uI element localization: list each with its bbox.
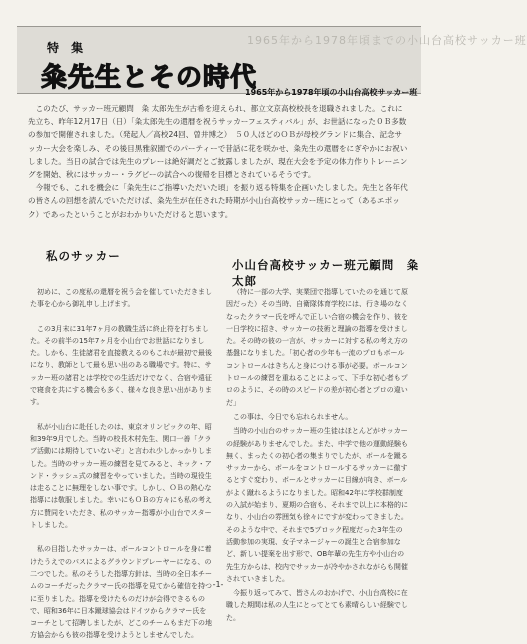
left-column-heading: 私のサッカー (46, 249, 121, 263)
left-column (30, 286, 212, 644)
page-number: -1- (212, 580, 224, 589)
body-paragraph: 私の目指したサッカーは、ボールコントロールを身に着けたうえでのパスによるグラウンドプレーヤーになる、の二つでした。私のそうした指導方針は、当時の全日本チームのコーチだったクラマー氏の指導を見てから確信を持つに至りました。指導を受けたものだけが会得できるもので、昭和36年に日本蹴球協会はドイツからクラマー氏をコーチとして招聘しましたが、どこのチームもまだ下の地方協会からも彼の指導を受けようとしませんでした。 (30, 545, 212, 640)
body-paragraph: 私が小山台に赴任したのは、東京オリンピックの年、昭和39年9月でした。当時の校長木村先生、関口一善「クラブ活動には期待していないぞ」と言われ少しかっかりしました。当時のサッカー班の練習を見てみると、キック・アンド・ラッシュ式の練習をやっていました。当時の現役生は走ることに無理をしない事です。しかし、ＯＢの熱心な指導には敬服しました。幸いにもＯＢの方々にも私の考え方に賛同をいただき、私のサッカー指導が小山台でスタートしました。 (30, 422, 212, 530)
body-paragraph: 初めに、この度私の還暦を祝う会を催していただきました事を心から御礼申し上げます。 (30, 288, 212, 309)
intro-paragraph: 今報でも、これを機会に「粂先生にご指導いただいた頃」を振り返る特集を企画いたしました。先生と各年代の皆さんの回想を読んでいただけば、粂先生が在任された時期が小山台高校サッカー班にとって（あるエポック）であったということがおわかりいただけると思います。 (28, 183, 408, 219)
page-title: 粂先生とその時代 (41, 63, 258, 93)
page-subtitle: 1965年から1978年頃の小山台高校サッカー班 (245, 88, 418, 97)
feature-banner (17, 26, 527, 97)
body-paragraph: この3月末に31年7ヶ月の教職生活に終止符を打ちました。その前半の15年7ヶ月を小山台でお世話になりました。しかも、生徒諸君を直接教えるのもこれが最初で最後になり、教師として最も思い出のある職場です。特に、サッカー班の諸君とは学校での生活だけでなく、合宿や遠征で寝食を共にする機会も多く、様々な良き思い出があります。 (30, 324, 212, 407)
show-through-text: 1965年から1978年頃までの小山台高校サッカー班 (247, 34, 527, 47)
intro-section (28, 102, 408, 221)
author-byline: 小山台高校サッカー班元顧問 粂 太郎 (232, 258, 432, 288)
body-paragraph: （特に一部の大学、実業団で指導していたのを通じて原因だった）その当時、自衛隊体育学校には、行き場のなくなったクラマー氏を呼んで正しい合宿の機会を作り、彼を一日学校に招き、サッカーの技術と理論の指導を受けました。その時の彼の一言が、サッカーに対する私の考え方の基盤になりました。「初心者の少年も一流のプロもボールコントロールはきちんと身につける事が必要。ボールコントロールの練習を重ねることによって、下手な初心者もプロのように、その時のスピードの差が初心者とプロの違いだ」 (226, 288, 408, 407)
body-paragraph: 当時の小山台のサッカー班の生徒はほとんどがサッカーの経験がありませんでした。また、中学で他の運動経験も無く、まったくの初心者の集まりでしたが、ボールを蹴るサッカーから、ボールをコントロールするサッカーに徹するとすぐ変わり、ボールとサッカーに目線が向き、ボールがよく蹴れるようになりました。昭和42年に学校群制度の入試が始まり、夏期の合宿も、それまで以上に本格的になり、小山台の雰囲気も徐々にですが変わってきました。そのような中で、それまで5ブロック程度だった3年生の活動参加の実現、女子マネージャーの誕生と合宿参加など、新しい提案を出す形で、OB年輩の先生方や小山台の先生方からは、校内でサッカーが冷やかされながらも開催されていきました。 (226, 427, 408, 583)
body-paragraph: 今振り返ってみて、皆さんのおかげで、小山台高校に在職した期間は私の人生にとってとても素晴らしい経験でした。 (226, 589, 408, 622)
body-paragraph: この事は、今日でも忘れられません。 (233, 412, 353, 421)
right-column (226, 286, 408, 626)
feature-kicker: 特 集 (47, 41, 88, 55)
intro-paragraph: このたび、サッカー班元顧問 粂 太郎先生が古希を迎えられ、都立文京高校校長を退職されました。これに先立ち、昨年12月17日（日）「粂太郎先生の還暦を祝うサッカーフェスティバル」が、お世話になった０Ｂ多数の参加で開催されました。（発起人／高校24回、曽井博之） ５０人ほどのＯＢが母校グランドに集合、記念サッカー大会を楽しみ、その後目黒雅叙園でのパーティーで昔話に花を咲かせ、粂先生の還暦をにぎやかにお祝いしました。当日の試合では先生のプレーは絶好調だとご披露しましたが、現在大会を予定の体力作りトレーニングを開始、秋にはサッカー・ラグビーの試合への復帰を目標とされているそうです。 (28, 104, 408, 180)
